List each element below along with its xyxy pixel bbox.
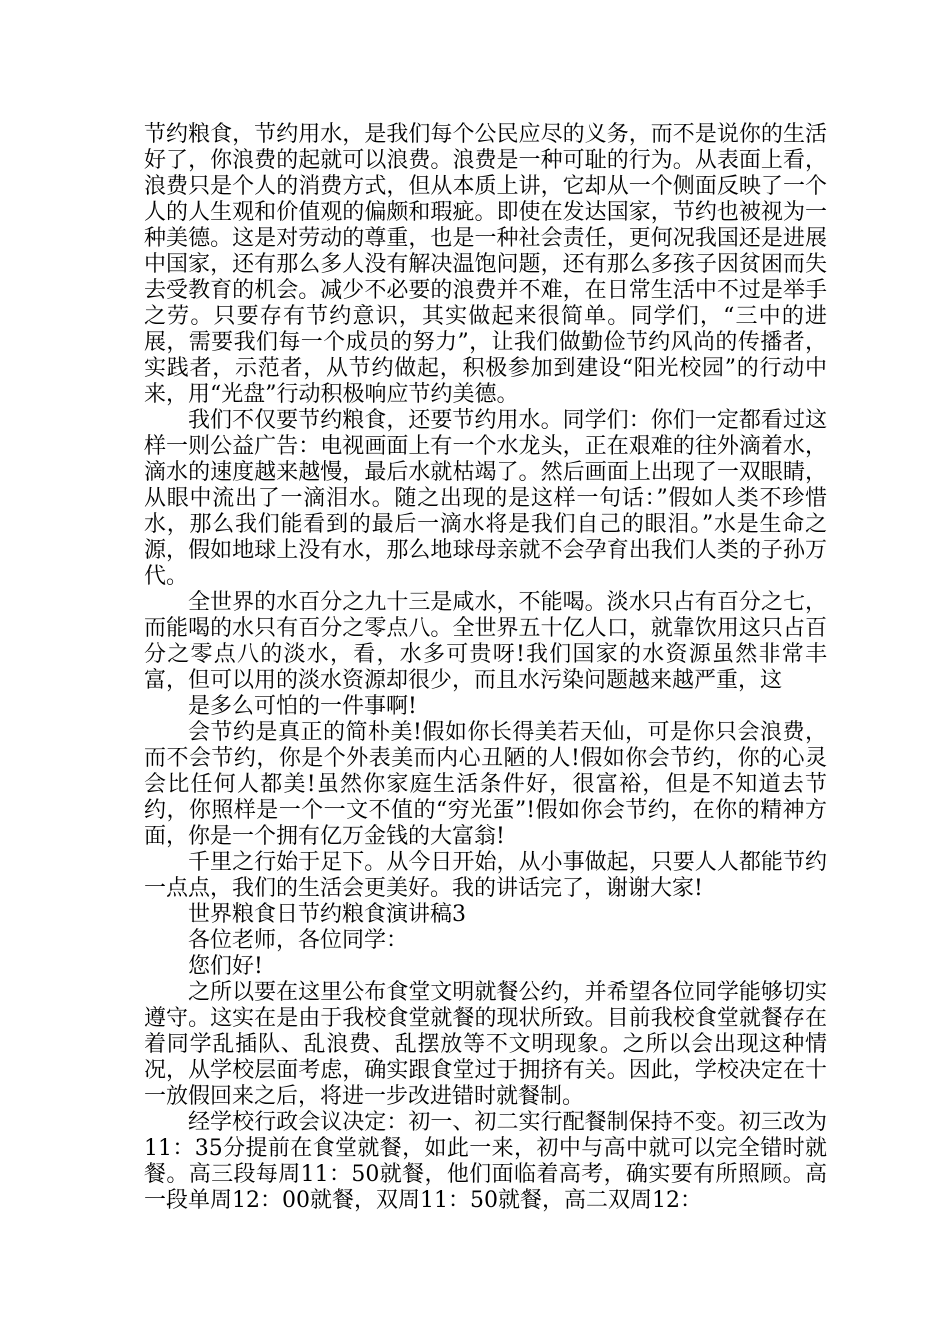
paragraph-6: 千里之行始于足下。从今日开始，从小事做起，只要人人都能节约一点点，我们的生活会更美好。我的讲话完了，谢谢大家! [144,850,827,901]
paragraph-7: 之所以要在这里公布食堂文明就餐公约，并希望各位同学能够切实遵守。这实在是由于我校食堂就餐的现状所致。目前我校食堂就餐存在着同学乱插队、乱浪费、乱摆放等不文明现象。之所以会出现这种情况，从学校层面考虑，确实跟食堂过于拥挤有关。因此，学校决定在十一放假回来之后，将进一步改进错时就餐制。 [144,980,827,1109]
section-heading: 世界粮食日节约粮食演讲稿3 [188,902,466,927]
paragraph-5: 会节约是真正的简朴美!假如你长得美若天仙，可是你只会浪费，而不会节约，你是个外表美而内心丑陋的人!假如你会节约，你的心灵会比任何人都美!虽然你家庭生活条件好，很富裕，但是不知道去节约，你照样是一个一文不值的“穷光蛋”!假如你会节约，在你的精神方面，你是一个拥有亿万金钱的大富翁! [144,720,827,849]
paragraph-4: 是多么可怕的一件事啊! [188,694,417,719]
paragraph-2: 我们不仅要节约粮食，还要节约用水。同学们：你们一定都看过这样一则公益广告：电视画面上有一个水龙头，正在艰难的往外滴着水，滴水的速度越来越慢，最后水就枯竭了。然后画面上出现了一双眼睛，从眼中流出了一滴泪水。随之出现的是这样一句话：”假如人类不珍惜水，那么我们能看到的最后一滴水将是我们自己的眼泪。”水是生命之源，假如地球上没有水，那么地球母亲就不会孕育出我们人类的子孙万代。 [144,408,827,589]
paragraph-3: 全世界的水百分之九十三是咸水，不能喝。淡水只占有百分之七，而能喝的水只有百分之零点八。全世界五十亿人口，就靠饮用这只占百分之零点八的淡水，看，水多可贵呀!我们国家的水资源虽然非常丰富，但可以用的淡水资源却很少，而且水污染问题越来越严重，这 [144,590,827,693]
paragraph-8: 经学校行政会议决定：初一、初二实行配餐制保持不变。初三改为11：35分提前在食堂就餐，如此一来，初中与高中就可以完全错时就餐。高三段每周11：50就餐，他们面临着高考，确实要有所照顾。高一段单周12：00就餐，双周11：50就餐，高二双周12： [144,1110,827,1213]
salutation: 各位老师，各位同学： [188,928,409,953]
paragraph-1: 节约粮食，节约用水，是我们每个公民应尽的义务，而不是说你的生活好了，你浪费的起就可以浪费。浪费是一种可耻的行为。从表面上看，浪费只是个人的消费方式，但从本质上讲，它却从一个侧面反映了一个人的人生观和价值观的偏颇和瑕疵。即使在发达国家，节约也被视为一种美德。这是对劳动的尊重，也是一种社会责任，更何况我国还是进展中国家，还有那么多人没有解决温饱问题，还有那么多孩子因贫困而失去受教育的机会。减少不必要的浪费并不难，在日常生活中不过是举手之劳。只要存有节约意识，其实做起来很简单。同学们，“三中的进展，需要我们每一个成员的努力”，让我们做勤俭节约风尚的传播者，实践者，示范者，从节约做起，积极参加到建设“阳光校园”的行动中来，用“光盘”行动积极响应节约美德。 [144,122,827,407]
greeting: 您们好! [188,954,263,979]
document-page [144,122,827,1214]
